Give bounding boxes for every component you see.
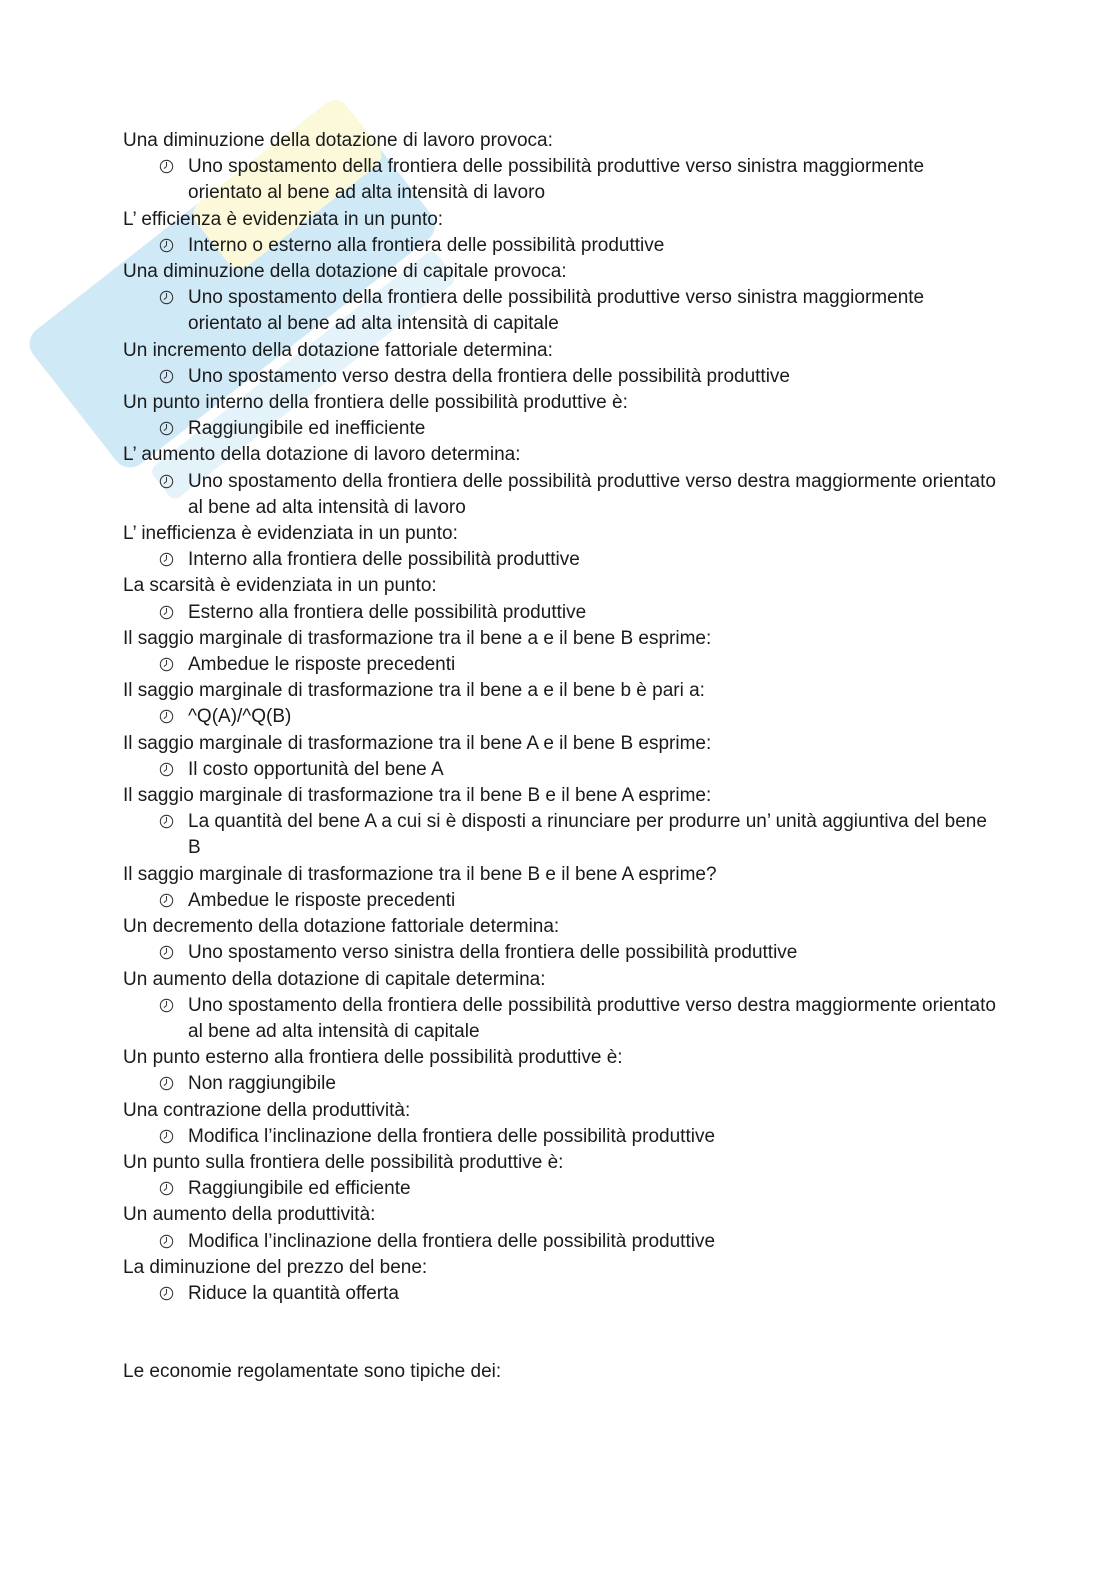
answer-text: La quantità del bene A a cui si è disposti a rinunciare per produrre un’ unità aggiuntiva del bene B	[188, 811, 987, 859]
document-body	[123, 128, 1003, 1385]
answer-item	[123, 1281, 1003, 1307]
question-text: La scarsità è evidenziata in un punto:	[123, 575, 437, 597]
clock-icon	[159, 290, 174, 305]
answer-item	[123, 704, 1003, 730]
clock-icon	[159, 657, 174, 672]
clock-icon	[159, 945, 174, 960]
answer-item	[123, 233, 1003, 259]
clock-icon	[159, 552, 174, 567]
answer-item	[123, 757, 1003, 783]
answer-text: Ambedue le risposte precedenti	[188, 654, 456, 676]
question-text: Una contrazione della produttività:	[123, 1099, 411, 1121]
question-text: Un punto esterno alla frontiera delle possibilità produttive è:	[123, 1047, 623, 1069]
answer-item	[123, 469, 1003, 521]
answer-item	[123, 652, 1003, 678]
clock-icon	[159, 238, 174, 253]
question-text: Il saggio marginale di trasformazione tra il bene A e il bene B esprime:	[123, 732, 712, 754]
clock-icon	[159, 1234, 174, 1249]
answer-item	[123, 1176, 1003, 1202]
question-text: La diminuzione del prezzo del bene:	[123, 1256, 428, 1278]
clock-icon	[159, 814, 174, 829]
answer-item	[123, 547, 1003, 573]
answer-text: Ambedue le risposte precedenti	[188, 889, 456, 911]
question-text: Un aumento della dotazione di capitale determina:	[123, 968, 546, 990]
clock-icon	[159, 1076, 174, 1091]
answer-item	[123, 1124, 1003, 1150]
blank-space	[123, 1307, 1003, 1359]
answer-item	[123, 993, 1003, 1045]
answer-item	[123, 940, 1003, 966]
question-text: Un incremento della dotazione fattoriale determina:	[123, 339, 553, 361]
clock-icon	[159, 605, 174, 620]
clock-icon	[159, 762, 174, 777]
answer-item	[123, 600, 1003, 626]
clock-icon	[159, 1129, 174, 1144]
answer-item	[123, 888, 1003, 914]
clock-icon	[159, 474, 174, 489]
answer-text: Non raggiungibile	[188, 1073, 336, 1095]
question-text: Il saggio marginale di trasformazione tra il bene B e il bene A esprime?	[123, 863, 717, 885]
answer-text: Modifica l’inclinazione della frontiera delle possibilità produttive	[188, 1230, 716, 1252]
clock-icon	[159, 1181, 174, 1196]
answer-text: Uno spostamento della frontiera delle possibilità produttive verso sinistra maggiormente orientato al bene ad alta intensità di capitale	[188, 287, 925, 335]
question-text: Un decremento della dotazione fattoriale determina:	[123, 916, 560, 938]
answer-text: Interno alla frontiera delle possibilità produttive	[188, 549, 580, 571]
answer-text: Raggiungibile ed efficiente	[188, 1178, 411, 1200]
answer-item	[123, 1229, 1003, 1255]
answer-item	[123, 285, 1003, 337]
final-question-text: Le economie regolamentate sono tipiche dei:	[123, 1361, 502, 1383]
answer-text: Interno o esterno alla frontiera delle possibilità produttive	[188, 234, 665, 256]
answer-text: Uno spostamento della frontiera delle possibilità produttive verso destra maggiormente orientato al bene ad alta intensità di lavoro	[188, 470, 996, 518]
answer-text: Uno spostamento della frontiera delle possibilità produttive verso sinistra maggiormente orientato al bene ad alta intensità di lavoro	[188, 156, 925, 204]
answer-item	[123, 154, 1003, 206]
answer-text: Riduce la quantità offerta	[188, 1282, 399, 1304]
question-text: Il saggio marginale di trasformazione tra il bene a e il bene b è pari a:	[123, 680, 705, 702]
clock-icon	[159, 998, 174, 1013]
answer-item	[123, 364, 1003, 390]
answer-text: Il costo opportunità del bene A	[188, 758, 444, 780]
answer-text: Esterno alla frontiera delle possibilità produttive	[188, 601, 587, 623]
answer-text: Uno spostamento della frontiera delle possibilità produttive verso destra maggiormente orientato al bene ad alta intensità di capitale	[188, 994, 996, 1042]
answer-text: ^Q(A)/^Q(B)	[188, 706, 292, 728]
question-text: Un aumento della produttività:	[123, 1204, 376, 1226]
question-text: L’ efficienza è evidenziata in un punto:	[123, 208, 444, 230]
question-text: Una diminuzione della dotazione di capitale provoca:	[123, 261, 567, 283]
clock-icon	[159, 709, 174, 724]
clock-icon	[159, 369, 174, 384]
answer-text: Raggiungibile ed inefficiente	[188, 418, 426, 440]
question-text: Una diminuzione della dotazione di lavoro provoca:	[123, 130, 553, 151]
answer-text: Modifica l’inclinazione della frontiera delle possibilità produttive	[188, 1125, 716, 1147]
answer-text: Uno spostamento verso destra della frontiera delle possibilità produttive	[188, 365, 790, 387]
clock-icon	[159, 893, 174, 908]
clock-icon	[159, 159, 174, 174]
question-text: L’ aumento della dotazione di lavoro determina:	[123, 444, 521, 466]
question-text: L’ inefficienza è evidenziata in un punto:	[123, 523, 458, 545]
question-text: Il saggio marginale di trasformazione tra il bene a e il bene B esprime:	[123, 627, 712, 649]
answer-text: Uno spostamento verso sinistra della frontiera delle possibilità produttive	[188, 942, 798, 964]
answer-item	[123, 416, 1003, 442]
answer-item	[123, 1071, 1003, 1097]
answer-item	[123, 809, 1003, 861]
question-text: Il saggio marginale di trasformazione tra il bene B e il bene A esprime:	[123, 785, 712, 807]
clock-icon	[159, 421, 174, 436]
clock-icon	[159, 1286, 174, 1301]
question-text: Un punto sulla frontiera delle possibilità produttive è:	[123, 1151, 564, 1173]
question-text: Un punto interno della frontiera delle possibilità produttive è:	[123, 392, 628, 414]
